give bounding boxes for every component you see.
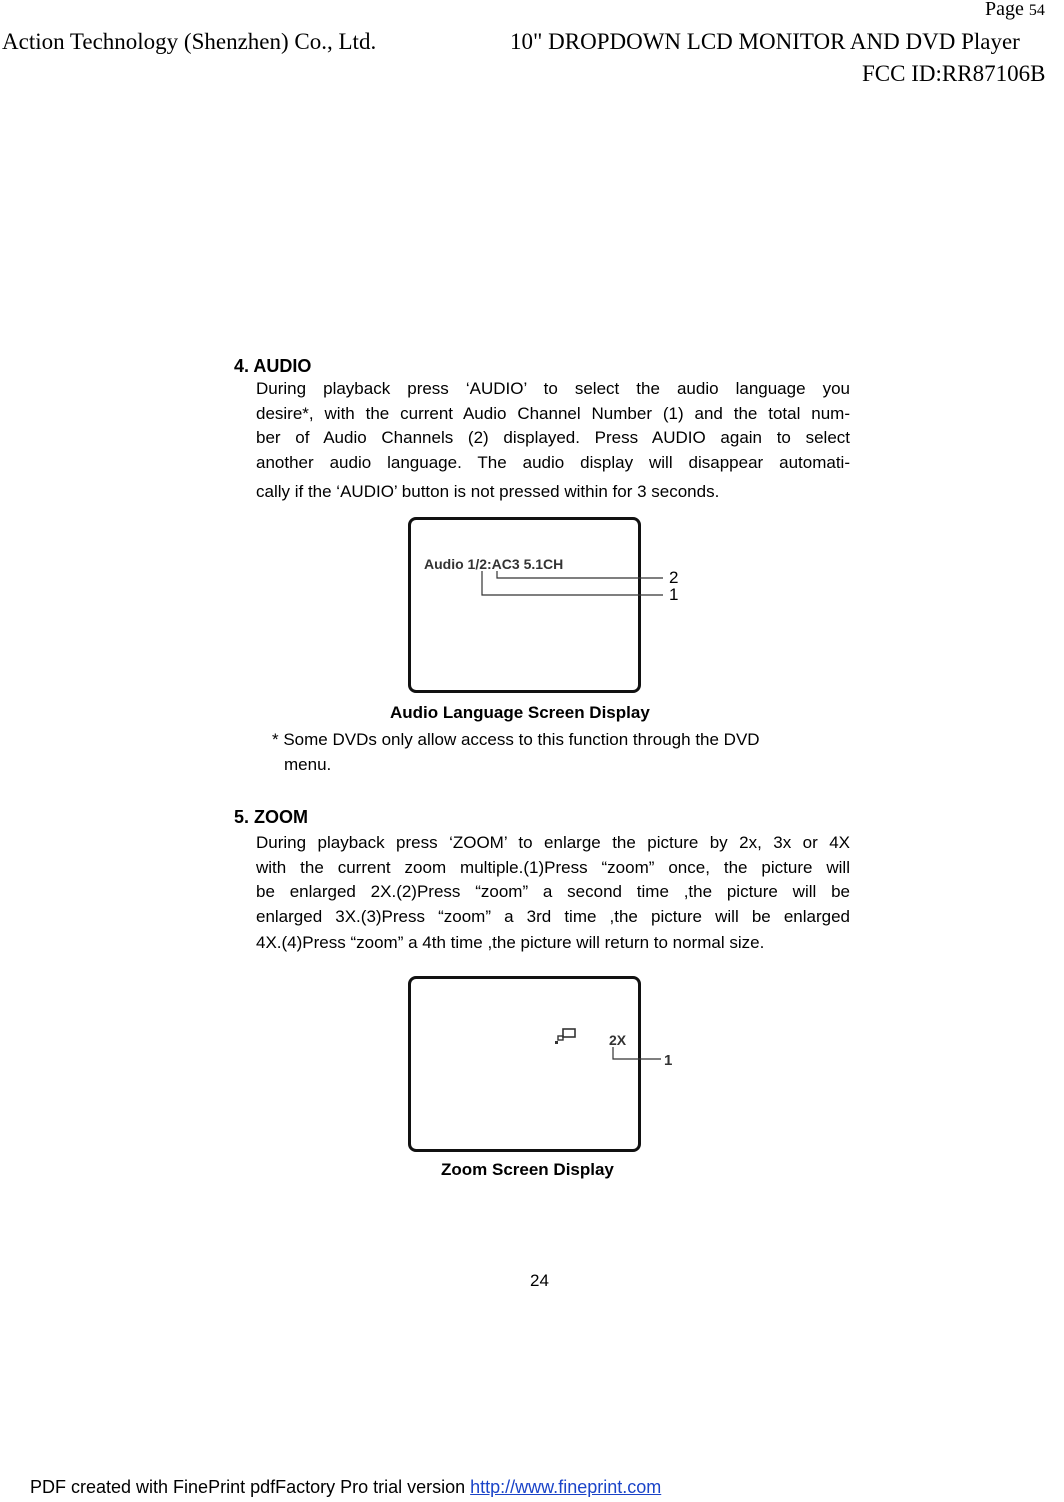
audio-callout-lines bbox=[470, 565, 670, 605]
audio-screen-display bbox=[408, 517, 641, 693]
manual-page-number: 24 bbox=[530, 1271, 549, 1290]
zoom-paragraph-line: with the current zoom multiple.(1)Press “zoom” once, the picture will bbox=[256, 857, 850, 877]
audio-screen-text: Audio 1/2:AC3 5.1CH bbox=[424, 556, 564, 572]
zoom-paragraph-line: be enlarged 2X.(2)Press “zoom” a second time ,the picture will be bbox=[256, 882, 850, 902]
zoom-paragraph-line: 4X.(4)Press “zoom” a 4th time ,the picture will return to normal size. bbox=[256, 933, 765, 953]
callout-number-2: 2 bbox=[669, 568, 679, 587]
zoom-caption: Zoom Screen Display bbox=[441, 1160, 614, 1179]
company-name: Action Technology (Shenzhen) Co., Ltd. bbox=[2, 29, 377, 54]
audio-heading: 4. AUDIO bbox=[234, 356, 312, 376]
audio-caption: Audio Language Screen Display bbox=[390, 703, 650, 722]
fcc-id: FCC ID:RR87106B bbox=[862, 61, 1046, 86]
callout-line-1 bbox=[482, 571, 663, 595]
zoom-paragraph bbox=[256, 831, 850, 956]
audio-paragraph-line: cally if the ‘AUDIO’ button is not pressed within for 3 seconds. bbox=[256, 482, 720, 502]
page-label: Page bbox=[985, 0, 1024, 20]
audio-paragraph-line: another audio language. The audio display will disappear automati- bbox=[256, 452, 850, 472]
callout-line-2 bbox=[497, 571, 663, 578]
pdf-footer bbox=[30, 1477, 661, 1498]
footer-link[interactable]: http://www.fineprint.com bbox=[470, 1477, 662, 1497]
footer-text: PDF created with FinePrint pdfFactory Pro trial version bbox=[30, 1477, 471, 1497]
product-title: 10" DROPDOWN LCD MONITOR AND DVD Player bbox=[510, 29, 1020, 54]
footnote-line: * Some DVDs only allow access to this function through the DVD bbox=[272, 730, 760, 749]
audio-paragraph-line: desire*, with the current Audio Channel Number (1) and the total num- bbox=[256, 403, 850, 423]
zoom-callout-line bbox=[605, 1045, 665, 1065]
audio-paragraph bbox=[256, 377, 850, 505]
audio-paragraph-line: During playback press ‘AUDIO’ to select the audio language you bbox=[256, 379, 850, 398]
zoom-screen-text: 2X bbox=[609, 1032, 627, 1048]
callout-number-1: 1 bbox=[669, 585, 679, 604]
footnote-line: menu. bbox=[284, 755, 332, 774]
zoom-paragraph-line: enlarged 3X.(3)Press “zoom” a 3rd time ,the picture will be enlarged bbox=[256, 906, 850, 926]
audio-footnote bbox=[272, 727, 760, 777]
zoom-paragraph-line: During playback press ‘ZOOM’ to enlarge the picture by 2x, 3x or 4X bbox=[256, 833, 850, 852]
zoom-icon bbox=[554, 1027, 582, 1047]
page-number bbox=[985, 0, 1045, 21]
zoom-heading: 5. ZOOM bbox=[234, 807, 309, 827]
zoom-callout-number-1: 1 bbox=[664, 1052, 673, 1069]
audio-paragraph-line: ber of Audio Channels (2) displayed. Press AUDIO again to select bbox=[256, 428, 850, 448]
page-number-value: 54 bbox=[1028, 2, 1045, 19]
